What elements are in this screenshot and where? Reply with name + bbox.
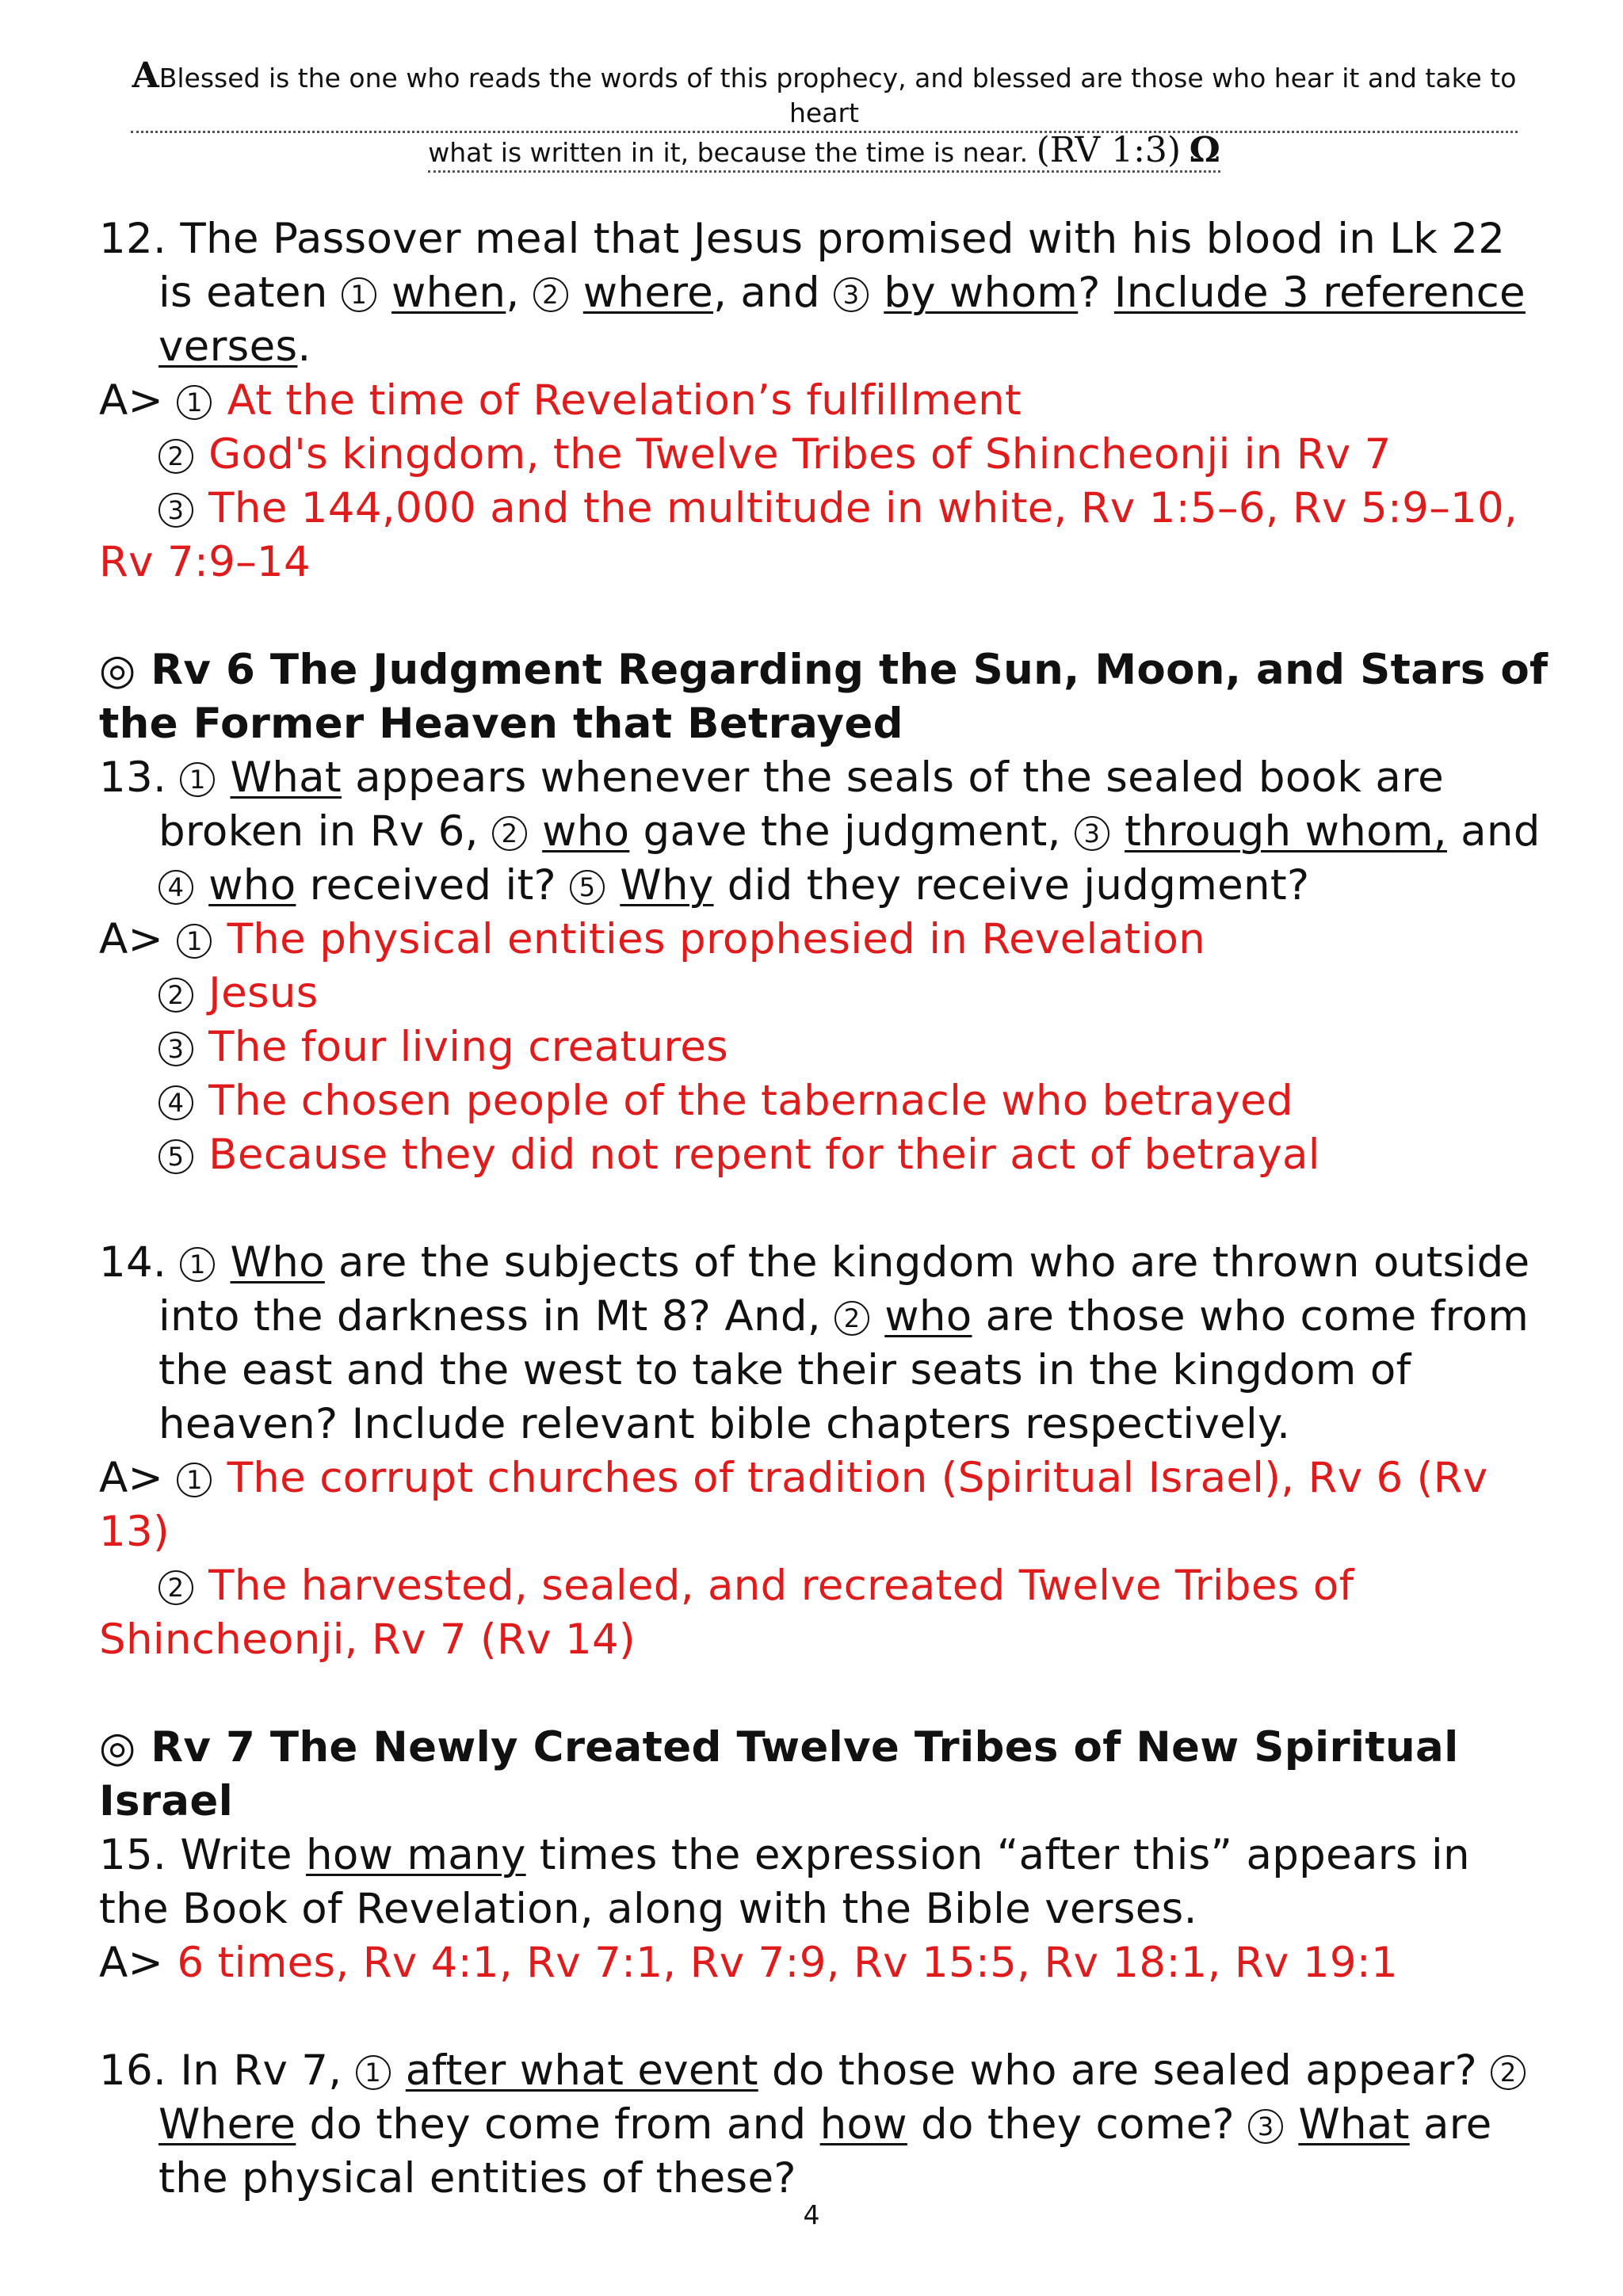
- circled-number: 2: [834, 1301, 869, 1336]
- answer-12-line-2: [99, 428, 1549, 482]
- question-number: 12.: [99, 215, 167, 263]
- answer-text: God's kingdom, the Twelve Tribes of Shincheonji in Rv 7: [208, 430, 1392, 479]
- answer-text: Because they did not repent for their act of betrayal: [208, 1131, 1320, 1179]
- circled-number: 2: [158, 439, 193, 474]
- circled-number: 3: [158, 493, 193, 528]
- question-number: 16.: [99, 2046, 167, 2095]
- keyword: What: [230, 753, 342, 802]
- answer-12-line-1: [99, 374, 1549, 428]
- keyword: when: [391, 269, 506, 317]
- answer-13-line-5: [99, 1128, 1549, 1182]
- circled-number: 1: [177, 1463, 212, 1497]
- circled-number: 3: [1248, 2109, 1283, 2144]
- circled-number: 2: [158, 978, 193, 1013]
- keyword: who: [884, 1292, 972, 1341]
- answer-13-line-1: [99, 913, 1549, 967]
- answer-text: The 144,000 and the multitude in white, Rv 1:5–6, Rv 5:9–10, Rv 7:9–14: [99, 484, 1518, 586]
- circled-number: 5: [158, 1139, 193, 1174]
- keyword: after what event: [405, 2046, 758, 2095]
- answer-text: The corrupt churches of tradition (Spiritual Israel), Rv 6 (Rv 13): [99, 1454, 1488, 1556]
- page-number: 4: [803, 2199, 820, 2230]
- keyword: through whom,: [1125, 807, 1447, 856]
- question-number: 14.: [99, 1238, 167, 1287]
- question-number: 13.: [99, 753, 167, 802]
- header-text-2: what is written in it, because the time is near.: [428, 137, 1029, 168]
- answer-prefix: A>: [99, 1454, 164, 1502]
- circled-number: 2: [1491, 2055, 1526, 2090]
- circled-number: 2: [492, 816, 527, 851]
- circled-number: 3: [834, 277, 869, 312]
- answer-13-line-2: [99, 967, 1549, 1020]
- answer-text: The chosen people of the tabernacle who betrayed: [208, 1077, 1293, 1125]
- circled-number: 1: [177, 924, 212, 959]
- header-citation: (RV 1:3): [1036, 130, 1182, 170]
- header-line-1: [131, 55, 1518, 133]
- circled-number: 1: [177, 385, 212, 420]
- circled-number: 1: [180, 1247, 215, 1282]
- section-heading: ◎ Rv 7 The Newly Created Twelve Tribes of New Spiritual Israel: [99, 1723, 1459, 1825]
- page-content: [99, 212, 1549, 2206]
- answer-text: Jesus: [208, 969, 319, 1017]
- answer-text: The harvested, sealed, and recreated Twelve Tribes of Shincheonji, Rv 7 (Rv 14): [99, 1562, 1354, 1664]
- circled-number: 2: [158, 1570, 193, 1605]
- spacer: [99, 589, 1549, 643]
- circled-number: 1: [342, 277, 376, 312]
- circled-number: 1: [356, 2055, 391, 2090]
- answer-text: The physical entities prophesied in Revelation: [227, 915, 1206, 963]
- answer-14-line-2: [99, 1559, 1549, 1667]
- question-16: 16. In Rv 7, 1 after what event do those who are sealed appear? 2 Where do they come from and how do they come? 3 What are the physical entities of these?: [99, 2044, 1549, 2206]
- circled-number: 4: [158, 870, 193, 905]
- answer-text: At the time of Revelation’s fulfillment: [227, 376, 1022, 425]
- question-15: 15. Write how many times the expression “after this” appears in the Book of Revelation, along with the Bible verses.: [99, 1831, 1470, 1933]
- circled-number: 2: [533, 277, 568, 312]
- circled-number: 3: [1075, 816, 1109, 851]
- answer-13-line-3: [99, 1020, 1549, 1074]
- question-number: 15.: [99, 1831, 167, 1879]
- keyword: Include 3 reference verses: [158, 269, 1526, 371]
- keyword: Who: [230, 1238, 325, 1287]
- spacer: [99, 1667, 1549, 1721]
- keyword: by whom: [884, 269, 1079, 317]
- answer-14-line-1: [99, 1451, 1549, 1559]
- header-text-1: Blessed is the one who reads the words of this prophecy, and blessed are those who hear it and take to heart: [158, 63, 1517, 128]
- keyword: where: [582, 269, 714, 317]
- answer-prefix: A>: [99, 915, 164, 963]
- answer-prefix: A>: [99, 1939, 164, 1987]
- question-12: 12. The Passover meal that Jesus promised with his blood in Lk 22 is eaten 1 when, 2 where, and 3 by whom? Include 3 reference verses.: [99, 215, 1526, 371]
- keyword: Why: [620, 861, 714, 910]
- spacer: [99, 1990, 1549, 2044]
- answer-13-line-4: [99, 1074, 1549, 1128]
- answer-15: [99, 1936, 1549, 1990]
- circled-number: 4: [158, 1085, 193, 1120]
- question-13: 13. 1 What appears whenever the seals of the sealed book are broken in Rv 6, 2 who gave the judgment, 3 through whom, and 4 who received it? 5 Why did they receive judgment?: [99, 753, 1541, 910]
- keyword: Where: [158, 2100, 296, 2149]
- keyword: who: [542, 807, 630, 856]
- omega-symbol: Ω: [1189, 130, 1220, 170]
- keyword: who: [208, 861, 296, 910]
- question-text: The Passover meal that Jesus promised with his blood in Lk 22 is eaten: [158, 215, 1506, 317]
- answer-text: 6 times, Rv 4:1, Rv 7:1, Rv 7:9, Rv 15:5, Rv 18:1, Rv 19:1: [177, 1939, 1399, 1987]
- spacer: [99, 1182, 1549, 1236]
- answer-text: The four living creatures: [208, 1023, 729, 1071]
- keyword: how many: [305, 1831, 526, 1879]
- header-quote: [131, 55, 1518, 173]
- circled-number: 3: [158, 1032, 193, 1066]
- header-line-2: [428, 130, 1220, 173]
- header-letter: A: [132, 55, 159, 96]
- keyword: What: [1298, 2100, 1410, 2149]
- section-heading: ◎ Rv 6 The Judgment Regarding the Sun, Moon, and Stars of the Former Heaven that Betrayed: [99, 646, 1549, 748]
- keyword: how: [819, 2100, 907, 2149]
- answer-prefix: A>: [99, 376, 164, 425]
- circled-number: 1: [180, 762, 215, 797]
- circled-number: 5: [570, 870, 605, 905]
- question-14: 14. 1 Who are the subjects of the kingdom who are thrown outside into the darkness in Mt 8? And, 2 who are those who come from the east and the west to take their seats in the kingdom of heaven? Include relevant bible chapters respectively.: [99, 1238, 1530, 1448]
- answer-12-line-3: [99, 482, 1549, 589]
